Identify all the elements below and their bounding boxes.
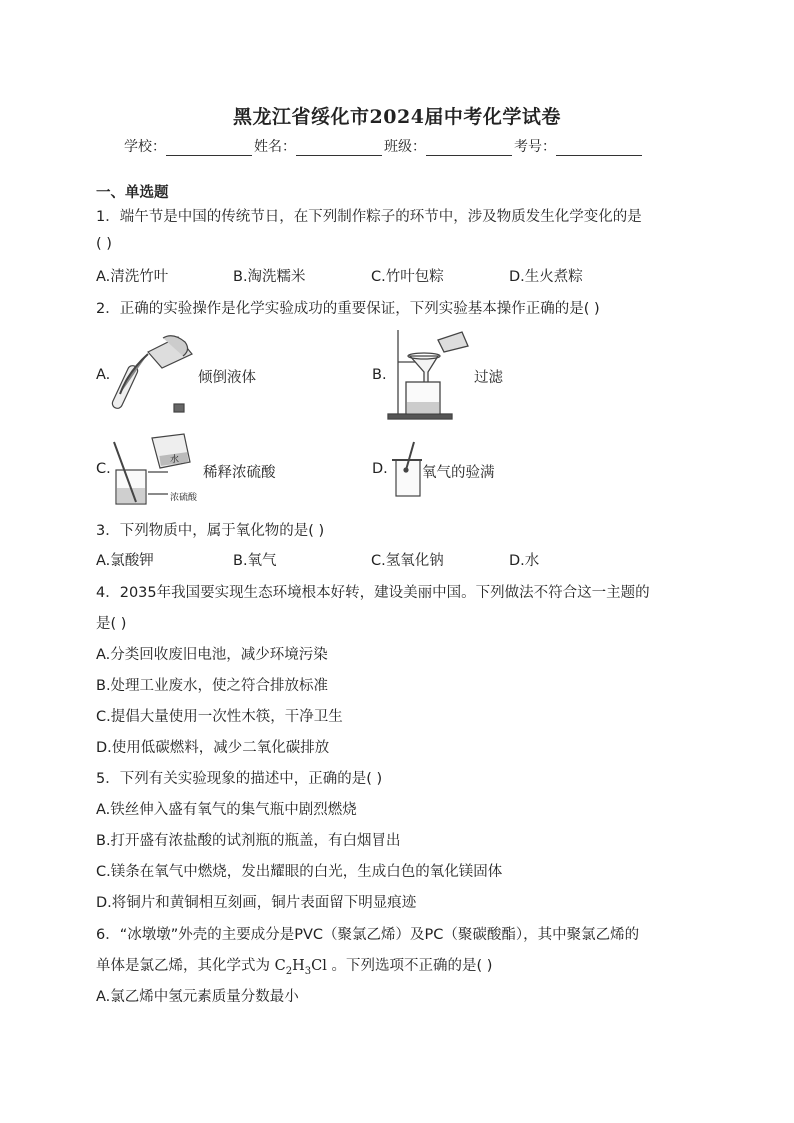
q1-option-d[interactable]: D.生火煮粽 — [509, 269, 583, 285]
q2-option-b-text: 过滤 — [474, 370, 503, 386]
q2-option-c-text: 稀释浓硫酸 — [203, 465, 276, 481]
chemical-formula: $C_2H_3Cl$ — [274, 958, 327, 977]
q3-option-a[interactable]: A.氯酸钾 — [96, 553, 154, 569]
q2-stem: 2．正确的实验操作是化学实验成功的重要保证，下列实验基本操作正确的是( ) — [96, 301, 600, 317]
class-label: 班级： — [384, 139, 426, 155]
q2-option-b-letter[interactable]: B. — [372, 367, 387, 383]
name-blank[interactable] — [296, 139, 382, 156]
class-blank[interactable] — [426, 139, 512, 156]
exam-number-label: 考号： — [514, 139, 556, 155]
exam-number-blank[interactable] — [556, 139, 642, 156]
q6-stem-line2-b: 。下列选项不正确的是( ) — [326, 958, 493, 974]
school-label: 学校： — [124, 139, 166, 155]
q1-option-a[interactable]: A.清洗竹叶 — [96, 269, 169, 285]
q5-option-b[interactable]: B.打开盛有浓盐酸的试剂瓶的瓶盖，有白烟冒出 — [96, 833, 401, 849]
q6-option-a[interactable]: A.氯乙烯中氢元素质量分数最小 — [96, 989, 299, 1005]
q3-option-b[interactable]: B.氧气 — [233, 553, 277, 569]
q2-option-d-text: 氧气的验满 — [422, 465, 495, 481]
q2-option-d-letter[interactable]: D. — [372, 461, 388, 477]
student-info-row — [124, 136, 644, 156]
q3-stem: 3．下列物质中，属于氧化物的是( ) — [96, 523, 325, 539]
q4-option-c[interactable]: C.提倡大量使用一次性木筷，干净卫生 — [96, 709, 343, 725]
q2-option-c-letter[interactable]: C. — [96, 461, 111, 477]
q1-option-c[interactable]: C.竹叶包粽 — [371, 269, 444, 285]
q6-stem-line2 — [96, 954, 492, 977]
q1-stem-line1: 1．端午节是中国的传统节日，在下列制作粽子的环节中，涉及物质发生化学变化的是 — [96, 209, 642, 225]
filtration-figure — [384, 326, 474, 422]
name-label: 姓名： — [254, 139, 296, 155]
q5-option-d[interactable]: D.将铜片和黄铜相互刻画，铜片表面留下明显痕迹 — [96, 895, 417, 911]
school-blank[interactable] — [166, 139, 252, 156]
q4-option-d[interactable]: D.使用低碳燃料，减少二氧化碳排放 — [96, 740, 330, 756]
pouring-liquid-figure — [108, 332, 203, 414]
q2-option-a-text: 倾倒液体 — [198, 370, 256, 386]
q4-stem-line1: 4．2035年我国要实现生态环境根本好转，建设美丽中国。下列做法不符合这一主题的 — [96, 585, 650, 601]
q4-stem-line2: 是( ) — [96, 616, 127, 632]
q5-stem: 5．下列有关实验现象的描述中，正确的是( ) — [96, 771, 383, 787]
section-heading: 一、单选题 — [96, 185, 169, 201]
figure-label-acid: 浓硫酸 — [170, 493, 198, 503]
q5-option-c[interactable]: C.镁条在氧气中燃烧，发出耀眼的白光，生成白色的氧化镁固体 — [96, 864, 503, 880]
q3-option-c[interactable]: C.氢氧化钠 — [371, 553, 444, 569]
q1-option-b[interactable]: B.淘洗糯米 — [233, 269, 306, 285]
page-title: 黑龙江省绥化市2024届中考化学试卷 — [233, 106, 561, 128]
q4-option-b[interactable]: B.处理工业废水，使之符合排放标准 — [96, 678, 329, 694]
q1-stem-line2: ( ) — [96, 236, 112, 252]
q2-option-a-letter[interactable]: A. — [96, 367, 111, 383]
q4-option-a[interactable]: A.分类回收废旧电池，减少环境污染 — [96, 647, 328, 663]
q3-option-d[interactable]: D.水 — [509, 553, 540, 569]
q6-stem-line2-a: 单体是氯乙烯，其化学式为 — [96, 958, 275, 974]
figure-label-water: 水 — [170, 455, 180, 465]
q6-stem-line1: 6．“冰墩墩”外壳的主要成分是PVC（聚氯乙烯）及PC（聚碳酸酯），其中聚氯乙烯的 — [96, 927, 640, 943]
q5-option-a[interactable]: A.铁丝伸入盛有氧气的集气瓶中剧烈燃烧 — [96, 802, 357, 818]
